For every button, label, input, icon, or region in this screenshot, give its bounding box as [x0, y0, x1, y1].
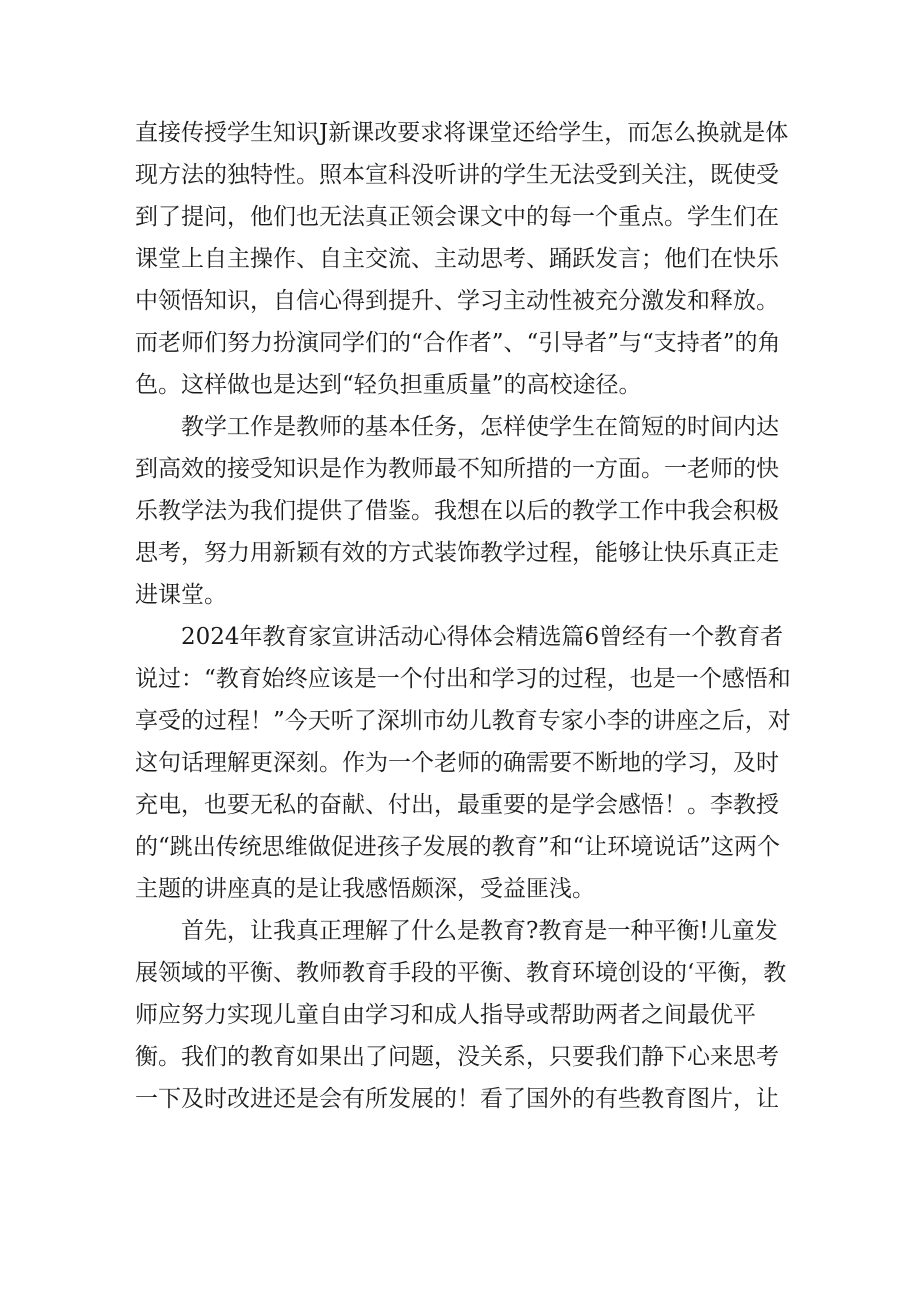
paragraph-4: 首先，让我真正理解了什么是教育?教育是一种平衡!儿童发展领域的平衡、教师教育手段的平衡、教育环境创设的‘平衡，教师应努力实现儿童自由学习和成人指导或帮助两者之间最优平衡。我们的教育如果出了问题，没关系，只要我们静下心来思考一下及时改进还是会有所发展的！看了国外的有些教育图片，让	[135, 918, 787, 1112]
paragraph-3: 2024年教育家宣讲活动心得体会精选篇6曾经有一个教育者说过：“教育始终应该是一个付出和学习的过程，也是一个感悟和享受的过程！”今天听了深圳市幼儿教育专家小李的讲座之后，对这句话理解更深刻。作为一个老师的确需要不断地的学习，及时充电，也要无私的奋献、付出，最重要的是学会感悟！。李教授的“跳出传统思维做促进孩子发展的教育”和“让环境说话”这两个主题的讲座真的是让我感悟颇深，受益匪浅。	[135, 624, 791, 902]
paragraph-2: 教学工作是教师的基本任务，怎样使学生在简短的时间内达到高效的接受知识是作为教师最不知所措的一方面。一老师的快乐教学法为我们提供了借鉴。我想在以后的教学工作中我会积极思考，努力用新颖有效的方式装饰教学过程，能够让快乐真正走进课堂。	[135, 414, 779, 608]
paragraph-1: 直接传授学生知识J新课改要求将课堂还给学生，而怎么换就是体现方法的独特性。照本宣科没听讲的学生无法受到关注，既使受到了提问，他们也无法真正领会课文中的每一个重点。学生们在课堂上自主操作、自主交流、主动思考、踊跃发言；他们在快乐中领悟知识，自信心得到提升、学习主动性被充分激发和释放。而老师们努力扮演同学们的“合作者”、“引导者”与“支持者”的角色。这样做也是达到“轻负担重质量”的高校途径。	[135, 120, 789, 398]
document-body	[135, 112, 795, 1120]
